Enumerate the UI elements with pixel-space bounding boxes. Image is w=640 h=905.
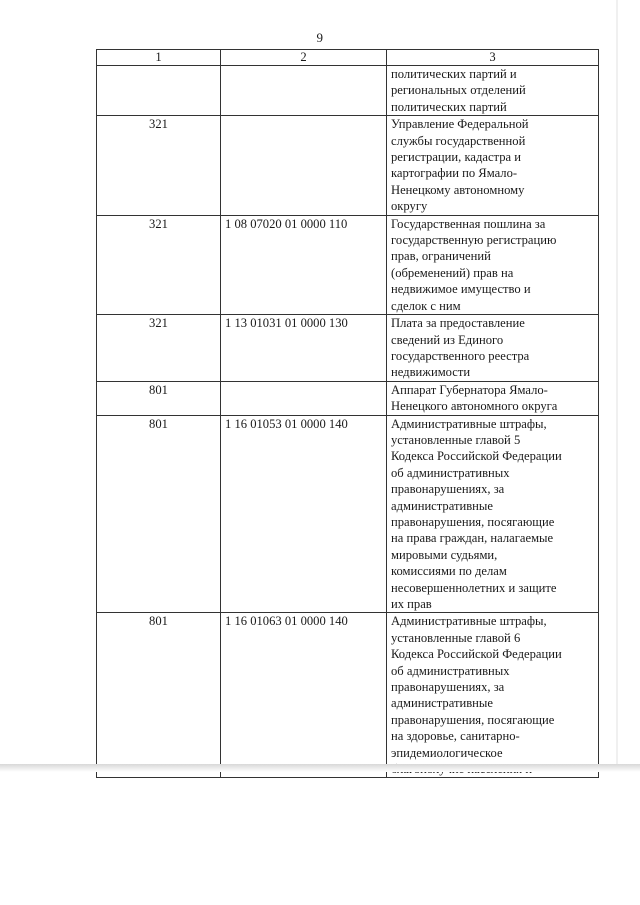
description-cell: Аппарат Губернатора Ямало- Ненецкого автономного округа <box>387 381 599 415</box>
table-row <box>97 381 599 415</box>
table-body <box>97 66 599 778</box>
description-cell: Административные штрафы, установленные главой 5 Кодекса Российской Федерации об административных правонарушениях, за административные правонарушения, посягающие на права граждан, налагаемые мировыми судьями, комиссиями по делам несовершеннолетних и защите их прав <box>387 415 599 613</box>
description-cell: Управление Федеральной службы государственной регистрации, кадастра и картографии по Ямало- Ненецкому автономному округу <box>387 116 599 215</box>
revenue-codes-table <box>96 49 599 778</box>
page-number: 9 <box>316 30 324 45</box>
header-col-1: 1 <box>97 50 221 66</box>
description-cell: Государственная пошлина за государственную регистрацию прав, ограничений (обременений) прав на недвижимое имущество и сделок с ним <box>387 215 599 314</box>
admin-code-cell: 321 <box>97 215 221 314</box>
budget-code-cell <box>221 381 387 415</box>
description-cell: Плата за предоставление сведений из Единого государственного реестра недвижимости <box>387 315 599 382</box>
table-row <box>97 66 599 116</box>
description-cell: Административные штрафы, установленные главой 6 Кодекса Российской Федерации об административных правонарушениях, за административные правонарушения, посягающие на здоровье, санитарно- эпидемиологическое <box>387 613 599 778</box>
admin-code-cell: 801 <box>97 415 221 613</box>
budget-code-cell <box>221 116 387 215</box>
table-row <box>97 613 599 778</box>
admin-code-cell: 801 <box>97 613 221 778</box>
budget-code-cell <box>221 66 387 116</box>
table-row <box>97 116 599 215</box>
table-row <box>97 315 599 382</box>
admin-code-cell: 801 <box>97 381 221 415</box>
description-cell: политических партий и региональных отделений политических партий <box>387 66 599 116</box>
admin-code-cell: 321 <box>97 315 221 382</box>
budget-code-cell: 1 16 01063 01 0000 140 <box>221 613 387 778</box>
admin-code-cell <box>97 66 221 116</box>
budget-code-cell: 1 13 01031 01 0000 130 <box>221 315 387 382</box>
header-col-2: 2 <box>221 50 387 66</box>
table-row <box>97 215 599 314</box>
admin-code-cell: 321 <box>97 116 221 215</box>
budget-code-cell: 1 08 07020 01 0000 110 <box>221 215 387 314</box>
table-header-row <box>97 50 599 66</box>
page-bottom-shadow <box>0 764 640 772</box>
budget-code-cell: 1 16 01053 01 0000 140 <box>221 415 387 613</box>
header-col-3: 3 <box>387 50 599 66</box>
table-row <box>97 415 599 613</box>
page-edge <box>616 0 618 768</box>
